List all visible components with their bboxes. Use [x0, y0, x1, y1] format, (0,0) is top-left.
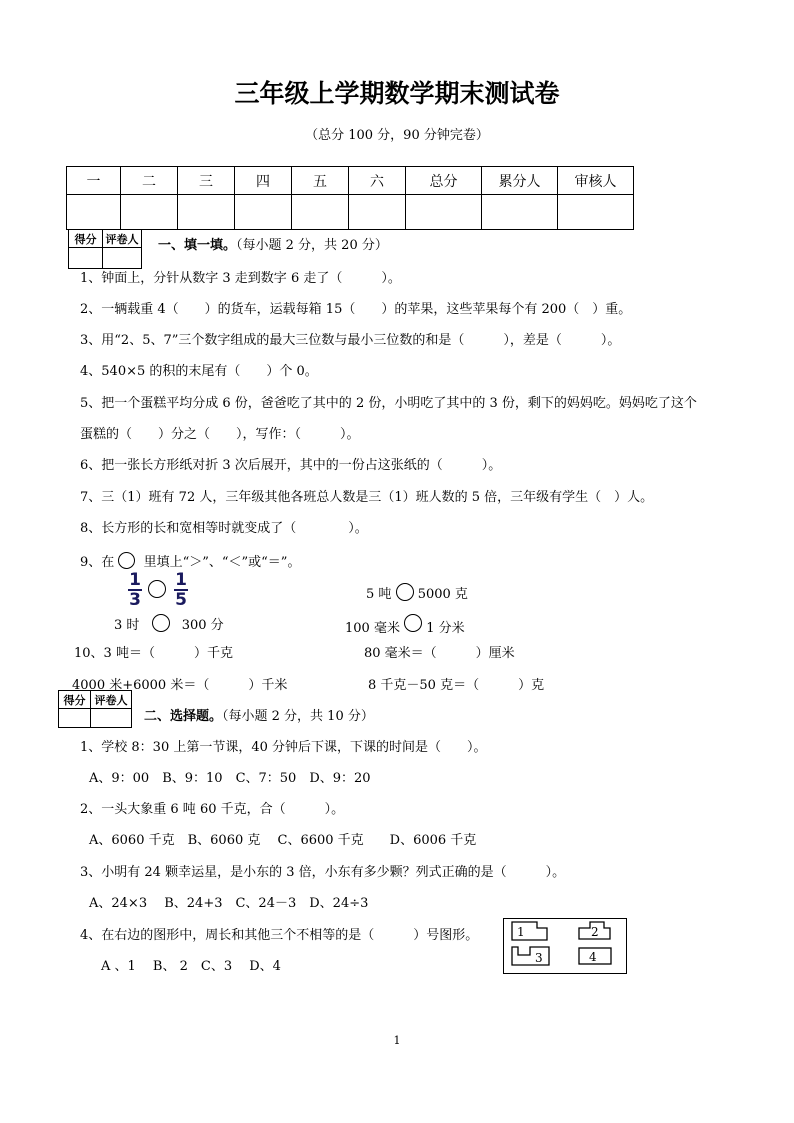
q1-3: 3、用“2、5、7”三个数字组成的最大三位数与最小三位数的和是（ ），差是（ ）。: [80, 333, 621, 348]
fraction-denominator: 5: [175, 590, 187, 610]
q1-10-d: 8 千克－50 克＝（ ）克: [368, 678, 545, 693]
q1-10-c: 4000 米+6000 米＝（ ）千米: [72, 678, 288, 693]
q1-6: 6、把一张长方形纸对折 3 次后展开，其中的一份占这张纸的（ ）。: [80, 458, 502, 473]
q1-2: 2、一辆载重 4（ ）的货车，运载每箱 15（ ）的苹果，这些苹果每个有 200（ ）重。: [80, 302, 632, 317]
grader-box-score-cell[interactable]: [69, 248, 103, 269]
q1-4: 4、540×5 的积的末尾有（ ）个 0。: [80, 364, 318, 379]
compare-right: 5000 克: [417, 587, 468, 602]
page-number: 1: [393, 1034, 401, 1047]
section2-note: （每小题 2 分，共 10 分）: [222, 709, 374, 724]
grader-box-score-label: 得分: [59, 691, 91, 709]
fraction-denominator: 3: [129, 590, 141, 610]
compare-right: 300 分: [181, 618, 224, 633]
page-subtitle: （总分 100 分，90 分钟完卷）: [305, 128, 489, 143]
grader-box-section2: [58, 690, 132, 728]
shape-label-4: 4: [589, 950, 597, 964]
section2-heading: 二、选择题。: [144, 709, 223, 724]
q2-4-options: A 、1 B、 2 C、3 D、4: [101, 959, 281, 974]
grader-box-section1: [68, 229, 142, 269]
answer-circle-icon[interactable]: [404, 614, 422, 632]
q1-7: 7、三（1）班有 72 人，三年级其他各班总人数是三（1）班人数的 5 倍，三年级有学生（ ）人。: [80, 490, 654, 505]
grader-box-grader-label: 评卷人: [91, 691, 132, 709]
q2-2: 2、一头大象重 6 吨 60 千克，合（ ）。: [80, 802, 345, 817]
score-header-cell: 二: [121, 167, 178, 195]
compare-item-mm: [345, 614, 465, 637]
q2-1: 1、学校 8：30 上第一节课，40 分钟后下课，下课的时间是（ ）。: [80, 740, 487, 755]
q2-2-options: A、6060 千克 B、6060 克 C、6600 千克 D、6006 千克: [89, 833, 477, 848]
fraction-one-fifth: [174, 572, 188, 608]
grader-box-grader-cell[interactable]: [103, 248, 142, 269]
compare-item-tons: [366, 583, 468, 603]
q1-5-line2: 蛋糕的（ ）分之（ ），写作：（ ）。: [80, 427, 360, 442]
score-entry-cell[interactable]: [406, 195, 482, 230]
compare-item-hours: [114, 614, 224, 634]
score-entry-cell[interactable]: [292, 195, 349, 230]
q2-4: 4、在右边的图形中，周长和其他三个不相等的是（ ）号图形。: [80, 928, 479, 943]
section1-heading: 一、填一填。: [158, 238, 237, 253]
q2-3-options: A、24×3 B、24+3 C、24－3 D、24÷3: [89, 896, 369, 911]
q1-8: 8、长方形的长和宽相等时就变成了（ ）。: [80, 521, 368, 536]
section1-header: [158, 238, 388, 254]
score-entry-cell[interactable]: [349, 195, 406, 230]
compare-left: 3 时: [114, 618, 140, 633]
q1-10-a: 10、3 吨＝（ ）千克: [74, 646, 233, 661]
fraction-one-third: [128, 572, 142, 608]
fraction-numerator: 1: [175, 570, 187, 590]
score-header-cell: 三: [178, 167, 235, 195]
score-entry-cell[interactable]: [178, 195, 235, 230]
score-table: [66, 166, 634, 230]
compare-left: 5 吨: [366, 587, 392, 602]
score-entry-cell[interactable]: [67, 195, 121, 230]
q1-9-suffix: 里填上“＞”、“＜”或“＝”。: [143, 555, 301, 570]
score-header-cell: 四: [235, 167, 292, 195]
score-header-cell: 审核人: [558, 167, 634, 195]
answer-circle-icon[interactable]: [152, 614, 170, 632]
answer-circle-icon[interactable]: [396, 583, 414, 601]
score-header-cell: 一: [67, 167, 121, 195]
section2-header: [144, 709, 374, 725]
q2-1-options: A、9：00 B、9：10 C、7：50 D、9：20: [89, 771, 371, 786]
grader-box-grader-label: 评卷人: [103, 230, 142, 248]
shapes-figure: [503, 918, 627, 974]
q1-9: [80, 552, 300, 571]
q1-1: 1、钟面上，分针从数字 3 走到数字 6 走了（ ）。: [80, 271, 401, 286]
score-entry-cell[interactable]: [235, 195, 292, 230]
shape-label-2: 2: [591, 925, 599, 939]
score-header-cell: 六: [349, 167, 406, 195]
q1-9-prefix: 9、在: [80, 555, 115, 570]
compare-circle-icon: [118, 552, 135, 569]
score-entry-cell[interactable]: [121, 195, 178, 230]
page-title: 三年级上学期数学期末测试卷: [234, 79, 560, 108]
q2-3: 3、小明有 24 颗幸运星，是小东的 3 倍，小东有多少颗？列式正确的是（ ）。: [80, 865, 566, 880]
shape-label-3: 3: [535, 951, 543, 965]
score-header-cell: 累分人: [482, 167, 558, 195]
score-entry-cell[interactable]: [482, 195, 558, 230]
section1-note: （每小题 2 分，共 20 分）: [236, 238, 388, 253]
grader-box-score-label: 得分: [69, 230, 103, 248]
score-header-cell: 五: [292, 167, 349, 195]
grader-box-grader-cell[interactable]: [91, 709, 132, 728]
score-table-entry-row: [67, 195, 634, 230]
q1-10-b: 80 毫米＝（ ）厘米: [364, 646, 515, 661]
compare-right: 1 分米: [426, 621, 465, 636]
fraction-numerator: 1: [129, 570, 141, 590]
answer-circle-icon[interactable]: [148, 580, 166, 598]
score-header-cell: 总分: [406, 167, 482, 195]
score-entry-cell[interactable]: [558, 195, 634, 230]
shape-label-1: 1: [517, 925, 525, 939]
shape-3: [512, 947, 549, 965]
grader-box-score-cell[interactable]: [59, 709, 91, 728]
q1-5-line1: 5、把一个蛋糕平均分成 6 份，爸爸吃了其中的 2 份，小明吃了其中的 3 份，剩下的妈妈吃。妈妈吃了这个: [80, 396, 697, 411]
score-table-header-row: [67, 167, 634, 195]
compare-left: 100 毫米: [345, 621, 400, 636]
